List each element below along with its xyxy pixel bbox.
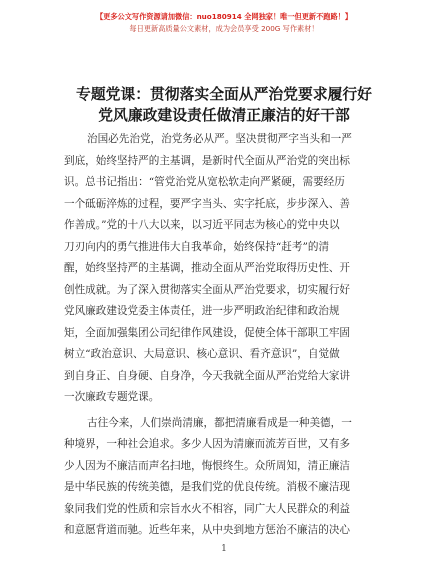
text-line: 一次廉政专题党课。 bbox=[64, 391, 160, 403]
text-line: 到底，始终坚持严的主基调，是新时代全面从严治党的突出标 bbox=[64, 154, 351, 167]
text-line: 党风廉政建设党委主体责任，进一步严明政治纪律和政治规 bbox=[64, 305, 340, 317]
text-line: 一个砥砺淬炼的过程，要严字当头、实字托底，步步深入、善 bbox=[64, 197, 351, 210]
text-line: 创性成就。为了深入贯彻落实全面从严治党要求，切实履行好 bbox=[64, 283, 351, 296]
text-line: 刀刃向内的勇气推进伟大自我革命，始终保持“赶考”的清 bbox=[64, 240, 330, 253]
text-line: 到自身正、自身硬、自身净，今天我就全面从严治党给大家讲 bbox=[64, 369, 351, 382]
text-line: 治国必先治党，治党务必从严。坚决贯彻严字当头和一严 bbox=[87, 133, 352, 145]
text-line: 醒，始终坚持严的主基调，推动全面从严治党取得历史性、开 bbox=[64, 262, 351, 274]
text-line: 象同我们党的性质和宗旨水火不相容，同广大人民群众的利益 bbox=[64, 502, 351, 515]
title-line-1: 专题党课：贯彻落实全面从严治党要求履行好 bbox=[76, 86, 372, 103]
text-line: 种境界，一种社会追求。多少人因为清廉而流芳百世，又有多 bbox=[64, 438, 351, 450]
promo-banner-line-2: 每日更新高质量公文素材，成为会员享受 200G 写作素材！ bbox=[129, 24, 319, 33]
text-line: 和意愿背道而驰。近些年来，从中央到地方惩治不廉洁的决心 bbox=[64, 524, 351, 536]
text-line: 是中华民族的传统美德，是我们党的优良传统。消极不廉洁现 bbox=[64, 481, 351, 493]
paragraph-1 bbox=[64, 129, 387, 409]
title-line-2: 党风廉政建设责任做清正廉洁的好干部 bbox=[98, 107, 350, 124]
text-line: 作善成。”党的十八大以来，以习近平同志为核心的党中央以 bbox=[64, 219, 340, 231]
text-line: 识。总书记指出：“管党治党从宽松软走向严紧硬，需要经历 bbox=[64, 176, 345, 188]
page-number: 1 bbox=[221, 544, 227, 554]
document-title bbox=[0, 84, 448, 126]
document-body bbox=[64, 129, 387, 542]
text-line: 少人因为不廉洁而声名扫地，悔恨终生。众所周知，清正廉洁 bbox=[64, 459, 351, 472]
paragraph-2 bbox=[64, 413, 387, 542]
text-line: 矩，全面加强集团公司纪律作风建设，促使全体干部职工牢固 bbox=[64, 326, 351, 339]
promo-banner bbox=[0, 11, 448, 35]
text-line: 树立“政治意识、大局意识、核心意识、看齐意识”，自觉做 bbox=[64, 348, 340, 360]
text-line: 古往今来，人们崇尚清廉，都把清廉看成是一种美德，一 bbox=[87, 416, 352, 429]
promo-banner-line-1: 【更多公文写作资源请加微信：nuo180914 全网独家！唯一但更新不跑路！】 bbox=[95, 12, 353, 21]
